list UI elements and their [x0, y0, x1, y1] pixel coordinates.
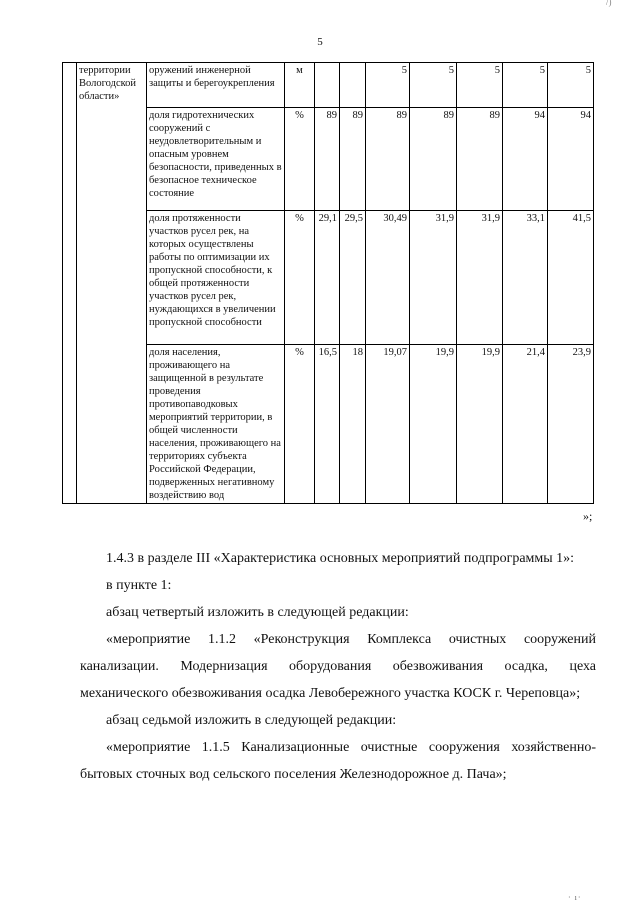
table-cell-value: 29,5 — [340, 211, 366, 345]
paragraph-instruction: абзац четвертый изложить в следующей редакции: — [106, 605, 409, 620]
table-cell-value: 19,9 — [457, 345, 503, 504]
table-cell-value: 29,1 — [315, 211, 340, 345]
table-cell-value: 5 — [503, 63, 548, 108]
table-cell-value: 21,4 — [503, 345, 548, 504]
table-cell-index — [63, 63, 77, 504]
table-cell-value: 5 — [548, 63, 594, 108]
table-cell-value: 89 — [366, 108, 410, 211]
table-cell-indicator: оружений инженерной защиты и берегоукрепления — [147, 63, 285, 108]
scan-mark: · ı· — [568, 893, 582, 902]
table-cell-value: 89 — [340, 108, 366, 211]
table-cell-value: 18 — [340, 345, 366, 504]
table-cell-unit: % — [285, 345, 315, 504]
table-cell-value: 30,49 — [366, 211, 410, 345]
table-cell-value: 16,5 — [315, 345, 340, 504]
table-cell-value: 19,9 — [410, 345, 457, 504]
table-cell-indicator: доля протяженности участков русел рек, на которых осуществлены работы по оптимизации их пропускной способности, к общей протяженности участков русел рек, нуждающихся в увеличении пропускной способности — [147, 211, 285, 345]
table-cell-value: 89 — [410, 108, 457, 211]
table-row — [63, 63, 594, 108]
table-cell-value: 5 — [410, 63, 457, 108]
page-number: 5 — [317, 36, 323, 48]
page-corner-mark: /) — [606, 0, 612, 7]
table-cell-value: 89 — [315, 108, 340, 211]
document-body — [80, 545, 596, 788]
paragraph-section-heading: 1.4.3 в разделе III «Характеристика основных мероприятий подпрограммы 1»: — [106, 551, 575, 566]
table-cell-value: 41,5 — [548, 211, 594, 345]
table-cell-value — [315, 63, 340, 108]
table-cell-value: 5 — [457, 63, 503, 108]
table-cell-value: 31,9 — [457, 211, 503, 345]
table-cell-value: 5 — [366, 63, 410, 108]
paragraph-item: в пункте 1: — [106, 578, 172, 593]
paragraph-instruction: абзац седьмой изложить в следующей редакции: — [106, 713, 397, 728]
table-cell-unit: % — [285, 211, 315, 345]
table-cell-unit: м — [285, 63, 315, 108]
table-cell-indicator: доля населения, проживающего на защищенной в результате проведения противопаводковых мероприятий территории, в общей численности населения, проживающего на территориях субъекта Российской Федерации, подверженных негативному воздействию вод — [147, 345, 285, 504]
indicators-table — [62, 62, 594, 504]
paragraph-quote: «мероприятие 1.1.5 Канализационные очистные сооружения хозяйственно-бытовых сточных вод сельского поселения Железнодорожное д. Пача»; — [80, 740, 596, 782]
table-cell-value: 23,9 — [548, 345, 594, 504]
table-cell-value: 94 — [548, 108, 594, 211]
table-cell-value: 31,9 — [410, 211, 457, 345]
table-cell-value: 89 — [457, 108, 503, 211]
table-cell-value — [340, 63, 366, 108]
table-cell-value: 19,07 — [366, 345, 410, 504]
paragraph-quote: «мероприятие 1.1.2 «Реконструкция Комплекса очистных сооружений канализации. Модернизация оборудования обезвоживания осадка, цеха механического обезвоживания осадка Левобережного участка КОСК г. Череповца»; — [80, 632, 596, 701]
table-cell-value: 94 — [503, 108, 548, 211]
table-cell-region: территории Вологодской области» — [77, 63, 147, 504]
table-cell-indicator: доля гидротехнических сооружений с неудовлетворительным и опасным уровнем безопасности, приведенных в безопасное техническое состояние — [147, 108, 285, 211]
table-cell-value: 33,1 — [503, 211, 548, 345]
table-closing-quote: »; — [583, 509, 593, 523]
table-cell-unit: % — [285, 108, 315, 211]
